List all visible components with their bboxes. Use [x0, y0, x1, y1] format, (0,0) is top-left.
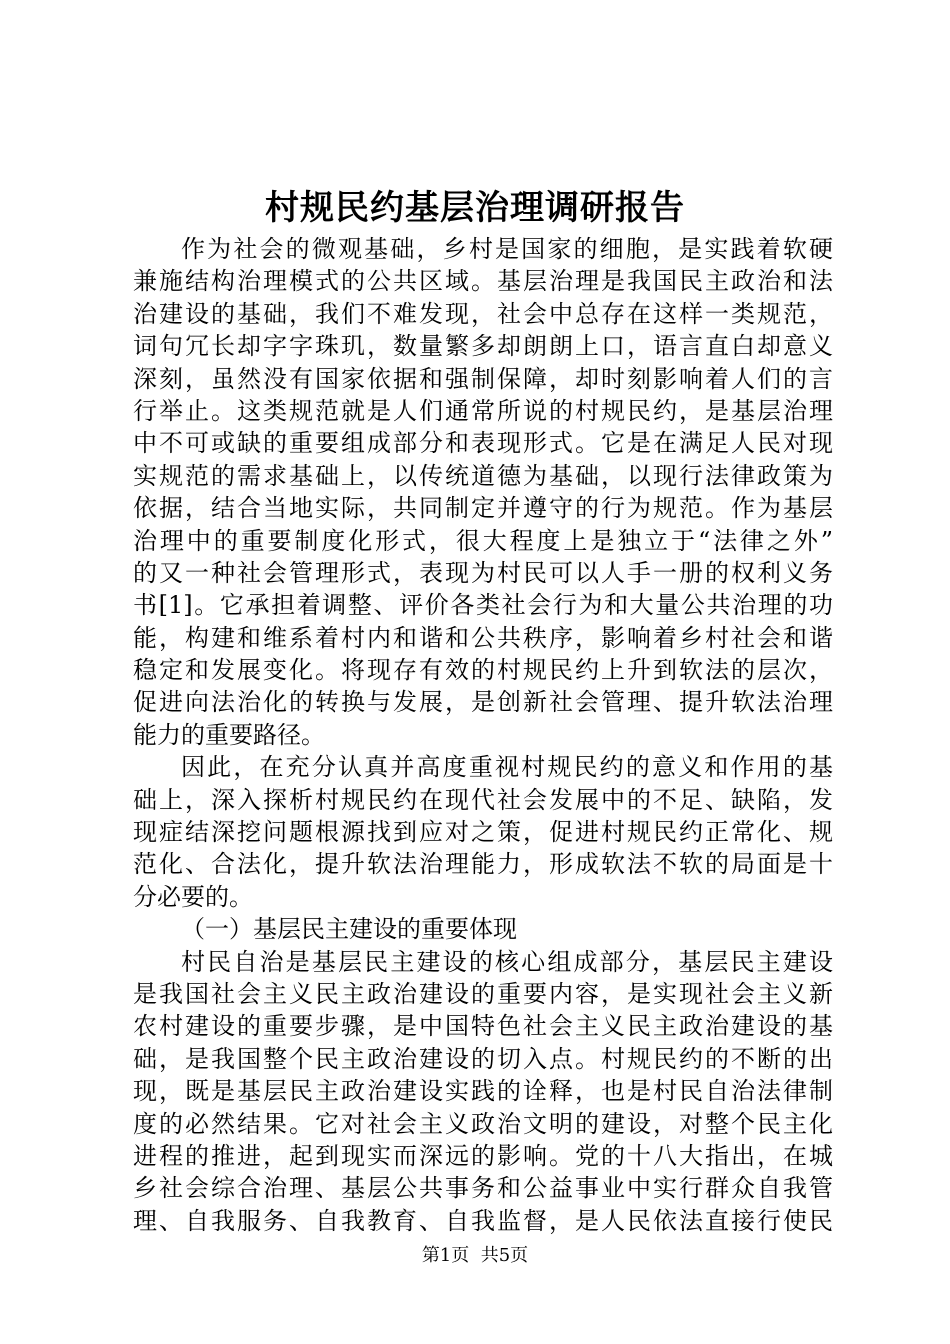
paragraph-line: 治理中的重要制度化形式，很大程度上是独立于“法律之外” [133, 526, 833, 555]
document-body [133, 233, 833, 1237]
paragraph-line: 依据，结合当地实际，共同制定并遵守的行为规范。作为基层 [133, 494, 833, 523]
paragraph-line: 村民自治是基层民主建设的核心组成部分，基层民主建设 [181, 947, 833, 976]
paragraph-line: 中不可或缺的重要组成部分和表现形式。它是在满足人民对现 [133, 429, 833, 458]
paragraph-line: 乡社会综合治理、基层公共事务和公益事业中实行群众自我管 [133, 1174, 833, 1203]
page-number-footer: 第1页 共5页 [421, 1245, 529, 1266]
paragraph-line: 能力的重要路径。 [133, 720, 325, 749]
document-title: 村规民约基层治理调研报告 [265, 188, 685, 228]
paragraph-line: 现症结深挖问题根源找到应对之策，促进村规民约正常化、规 [133, 818, 833, 847]
paragraph-line: 能，构建和维系着村内和谐和公共秩序，影响着乡村社会和谐 [133, 623, 833, 652]
paragraph-line: 础，是我国整个民主政治建设的切入点。村规民约的不断的出 [133, 1044, 833, 1073]
paragraph-line: 词句冗长却字字珠玑，数量繁多却朗朗上口，语言直白却意义 [133, 332, 833, 361]
section-heading: （一）基层民主建设的重要体现 [181, 915, 517, 944]
paragraph-line: 实规范的需求基础上，以传统道德为基础，以现行法律政策为 [133, 461, 833, 490]
paragraph-line: 范化、合法化，提升软法治理能力，形成软法不软的局面是十 [133, 850, 833, 879]
paragraph-line: 现，既是基层民主政治建设实践的诠释，也是村民自治法律制 [133, 1077, 833, 1106]
paragraph-line: 础上，深入探析村规民约在现代社会发展中的不足、缺陷，发 [133, 785, 833, 814]
paragraph-line: 分必要的。 [133, 882, 253, 911]
paragraph-line: 农村建设的重要步骤，是中国特色社会主义民主政治建设的基 [133, 1012, 833, 1041]
paragraph-line: 促进向法治化的转换与发展，是创新社会管理、提升软法治理 [133, 688, 833, 717]
paragraph-line: 深刻，虽然没有国家依据和强制保障，却时刻影响着人们的言 [133, 364, 833, 393]
paragraph-line: 度的必然结果。它对社会主义政治文明的建设，对整个民主化 [133, 1109, 833, 1138]
paragraph-line: 是我国社会主义民主政治建设的重要内容，是实现社会主义新 [133, 979, 833, 1008]
paragraph-line: 进程的推进，起到现实而深远的影响。党的十八大指出，在城 [133, 1141, 833, 1170]
paragraph-line: 稳定和发展变化。将现存有效的村规民约上升到软法的层次， [133, 656, 833, 685]
paragraph-line: 书[1]。它承担着调整、评价各类社会行为和大量公共治理的功 [133, 591, 833, 620]
paragraph-line: 的又一种社会管理形式，表现为村民可以人手一册的权利义务 [133, 558, 833, 587]
paragraph-line: 因此，在充分认真并高度重视村规民约的意义和作用的基 [181, 753, 833, 782]
paragraph-line: 治建设的基础，我们不难发现，社会中总存在这样一类规范， [133, 299, 833, 328]
paragraph-line: 理、自我服务、自我教育、自我监督，是人民依法直接行使民 [133, 1206, 833, 1235]
paragraph-line: 兼施结构治理模式的公共区域。基层治理是我国民主政治和法 [133, 267, 833, 296]
paragraph-line: 作为社会的微观基础，乡村是国家的细胞，是实践着软硬 [181, 235, 833, 263]
paragraph-line: 行举止。这类规范就是人们通常所说的村规民约，是基层治理 [133, 396, 833, 425]
